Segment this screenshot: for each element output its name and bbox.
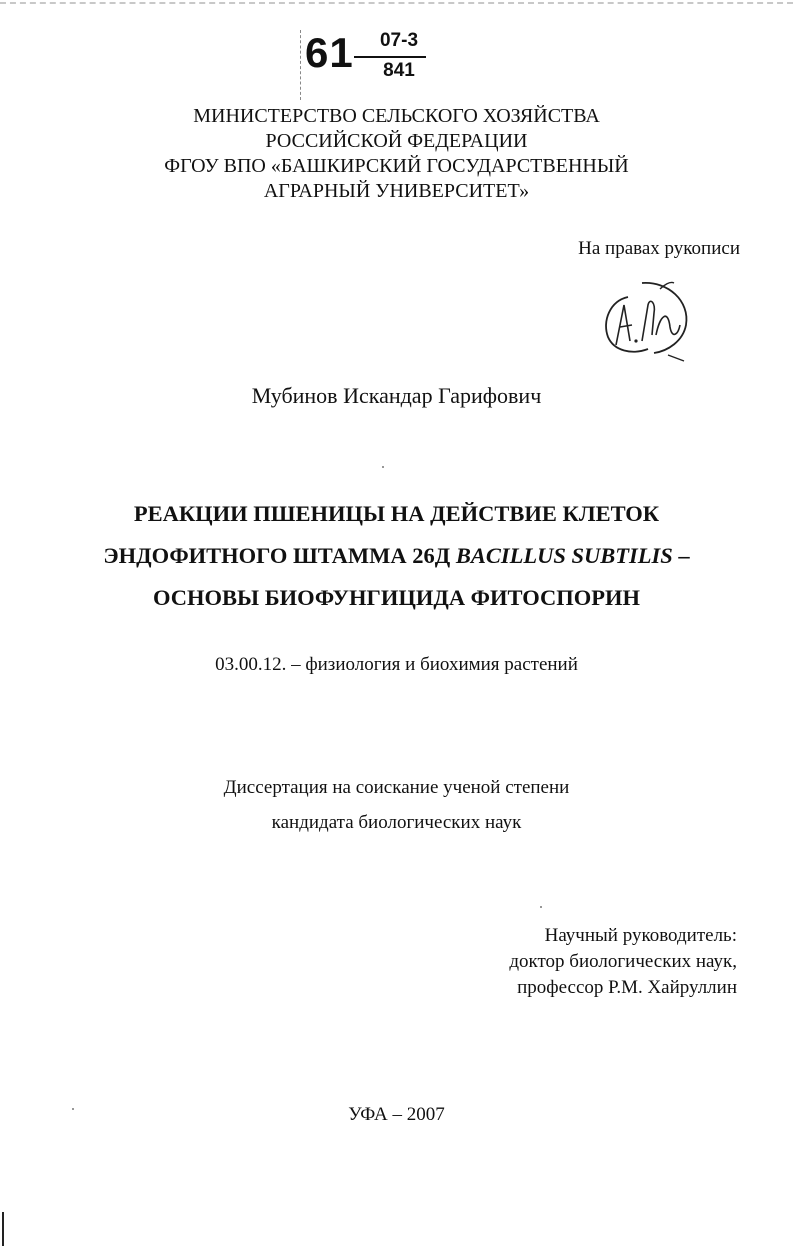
stamp-denominator: 841 [383,60,415,81]
ministry-line: МИНИСТЕРСТВО СЕЛЬСКОГО ХОЗЯЙСТВА [193,105,600,127]
degree-line-1: Диссертация на соискание ученой степени [223,777,570,798]
stamp-divider [300,30,302,100]
ministry-header [0,104,793,204]
dissertation-title [0,493,793,619]
scan-edge-mark [2,1212,4,1246]
author-name: Мубинов Искандар Гарифович [251,383,542,408]
stamp-fraction-line [354,56,426,58]
title-line-3: ОСНОВЫ БИОФУНГИЦИДА ФИТОСПОРИН [152,585,640,610]
ministry-line: РОССИЙСКОЙ ФЕДЕРАЦИИ [265,130,528,152]
title-species-name: BACILLUS SUBTILIS [455,543,673,568]
supervisor-degree: доктор биологических наук, [509,951,737,972]
supervisor-name: профессор Р.М. Хайруллин [517,977,737,998]
scan-speck [540,906,542,908]
title-line-2 [0,535,793,577]
supervisor-label: Научный руководитель: [544,925,737,946]
city-year: УФА – 2007 [348,1104,445,1125]
scientific-supervisor [440,923,737,1001]
manuscript-rights-note: На правах рукописи [578,238,740,259]
ministry-line: ФГОУ ВПО «БАШКИРСКИЙ ГОСУДАРСТВЕННЫЙ [164,155,629,177]
author-signature [598,275,693,363]
title-line-2-prefix: ЭНДОФИТНОГО ШТАММА 26Д [103,543,456,568]
scan-top-border [0,2,793,4]
degree-statement [0,770,793,840]
ministry-line: АГРАРНЫЙ УНИВЕРСИТЕТ» [263,180,530,202]
scan-speck [382,466,384,468]
degree-line-2: кандидата биологических наук [271,812,522,833]
title-line-2-suffix: – [672,543,690,568]
specialty-code: 03.00.12. – физиология и биохимия растений [215,654,578,675]
stamp-main-number: 61 [305,29,354,76]
title-line-1: РЕАКЦИИ ПШЕНИЦЫ НА ДЕЙСТВИЕ КЛЕТОК [133,501,660,526]
stamp-numerator: 07-3 [379,30,419,51]
